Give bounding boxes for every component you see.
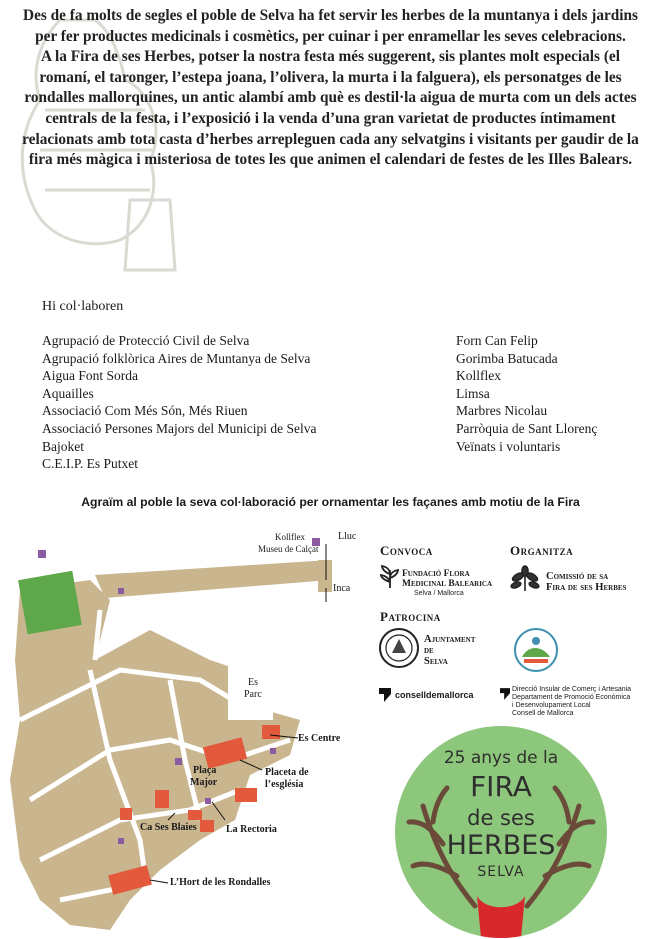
organitza-title: Organitza <box>510 543 574 558</box>
consell-name: conselldemallorca <box>395 690 474 700</box>
fundacio-name-1: Fundació Flora <box>402 569 470 579</box>
badge-line-4: HERBES <box>446 830 556 861</box>
map-label-la-rectoria: La Rectoria <box>226 824 277 835</box>
patrocina-title: Patrocina <box>380 609 441 624</box>
map-label-es-centre: Es Centre <box>298 733 341 744</box>
collaborator-item: Veïnats i voluntaris <box>456 438 561 454</box>
map-label-major: Major <box>190 777 218 788</box>
consell-logo-icon <box>379 688 391 702</box>
comissio-name-1: Comissió de sa <box>546 571 609 582</box>
collaborators-title: Hi col·laboren <box>42 299 124 314</box>
map-label-kollflex: Kollflex <box>275 532 305 542</box>
ajuntament-name-3: Selva <box>424 656 448 667</box>
collaborator-item: Agrupació de Protecció Civil de Selva <box>42 333 250 348</box>
fundacio-name-2: Medicinal Balearica <box>402 579 493 589</box>
direccio-line-1: Direcció Insular de Comerç i Artesania <box>512 686 632 693</box>
collaborator-item: Gorimba Batucada <box>456 350 558 366</box>
intro-paragraph-2: A la Fira de ses Herbes, potser la nostra festa més suggerent, sis plantes molt especials (el romaní, el taronger, l’estepa joana, l’olivera, la murta i la falguera), els personatges de les rondalles mallorquines, un antic alambí amb què es destil·la aigua de murta com un dels actes centrals de la festa, i l’exposició i la venda d’una gran varietat de productes íntimament relacionats amb tota casta d’herbes arrepleguen cada any selvatgins i visitants per gaudir de la fira més màgica i misteriosa de totes les que animen el calendari de festes de les Illes Balears. <box>22 48 639 169</box>
collaborator-item: Aigua Font Sorda <box>42 368 138 384</box>
direccio-logo-icon <box>500 688 510 700</box>
map-label-ca-ses-blaies: Ca Ses Blaies <box>140 822 197 833</box>
map-label-inca: Inca <box>333 583 351 594</box>
direccio-line-4: Consell de Mallorca <box>512 710 574 717</box>
badge-line-5: SELVA <box>477 864 525 880</box>
intro-paragraph-1: Des de fa molts de segles el poble de Selva ha fet servir les herbes de la muntanya i dels jardins per fer productes medicinals i cosmètics, per cuinar i per enramellar les seves celebracions. <box>23 7 638 45</box>
road-top <box>95 560 330 598</box>
map-graphic <box>0 520 370 935</box>
intro-text <box>14 6 647 171</box>
badge-line-3: de ses <box>467 806 535 830</box>
deer-head <box>477 896 525 938</box>
collaborator-item: Aquailles <box>42 385 94 401</box>
collaborator-item: C.E.I.P. Es Putxet <box>42 456 139 472</box>
map-label-placeta-1: Placeta de <box>265 767 309 778</box>
collaborators-column-1 <box>42 332 316 473</box>
fundacio-name-3: Selva / Mallorca <box>414 590 464 597</box>
badge-line-1: 25 anys de la <box>443 748 559 768</box>
direccio-line-3: i Desenvolupament Local <box>512 702 591 709</box>
persones-majors-logo <box>512 627 560 673</box>
collaborator-item: Parròquia de Sant Llorenç <box>456 420 598 436</box>
badge-line-2: FIRA <box>470 770 532 803</box>
sports-field <box>18 571 82 635</box>
map-label-museu: Museu de Calçat <box>258 544 319 554</box>
map-label-lluc: Lluc <box>338 531 357 542</box>
village-map <box>0 520 370 935</box>
ajuntament-name-2: de <box>424 645 434 656</box>
thanks-text: Agraïm al poble la seva col·laboració per ornamentar les façanes amb motiu de la Fira <box>81 495 580 509</box>
fundacio-leaf-icon <box>378 564 402 590</box>
collaborator-item: Forn Can Felip <box>456 333 538 348</box>
comissio-name-2: Fira de ses Herbes <box>546 582 627 593</box>
collaborator-item: Marbres Nicolau <box>456 403 548 419</box>
convoca-title: Convoca <box>380 543 433 558</box>
map-label-placeta-2: l’església <box>265 779 304 790</box>
direccio-line-2: Departament de Promoció Econòmica <box>512 694 631 701</box>
collaborator-item: Limsa <box>456 385 490 401</box>
map-label-es: Es <box>248 677 258 688</box>
collaborator-item: Associació Persones Majors del Municipi de Selva <box>42 420 317 436</box>
map-label-placa: Plaça <box>193 765 217 776</box>
road-branch <box>318 560 332 592</box>
ajuntament-name-1: Ajuntament <box>424 634 476 645</box>
map-label-parc: Parc <box>244 689 262 700</box>
collaborators-column-2 <box>456 332 597 455</box>
map-label-hort: L’Hort de les Rondalles <box>170 877 271 888</box>
collaborator-item: Agrupació folklòrica Aires de Muntanya de Selva <box>42 350 311 366</box>
collaborator-item: Bajoket <box>42 438 84 454</box>
collaborator-item: Kollflex <box>456 368 501 384</box>
comissio-plant-icon <box>508 565 542 593</box>
collaborator-item: Associació Com Més Són, Més Riuen <box>42 403 248 419</box>
ajuntament-seal-icon <box>378 627 420 669</box>
anniversary-badge <box>395 726 607 938</box>
